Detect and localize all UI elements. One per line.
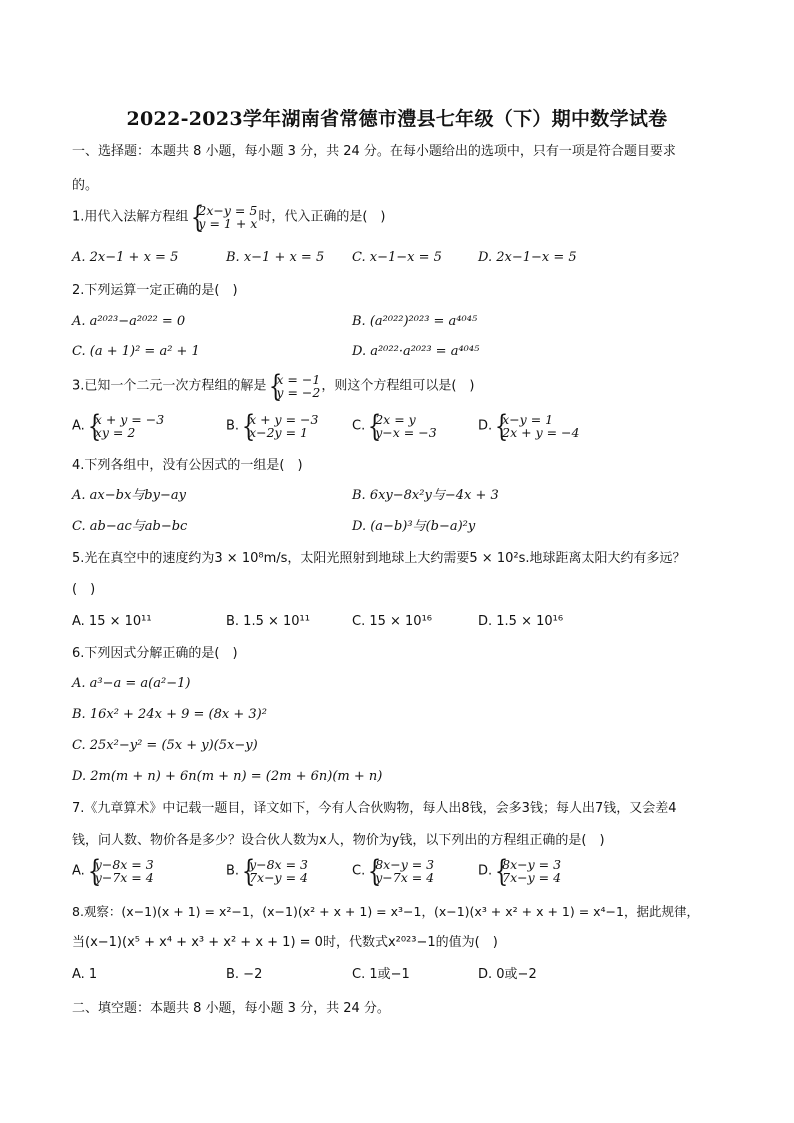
q1-stem [72, 204, 385, 230]
q3-option-b-system [240, 413, 318, 439]
q3-option-a-eq1: { x + y = −3 [94, 412, 165, 427]
q1-system-eq1: { 2x−y = 5 [198, 203, 258, 218]
q3-option-a-system [86, 413, 164, 439]
q3-option-a[interactable] [72, 413, 165, 439]
q7-option-a[interactable] [72, 858, 155, 884]
q8-option-c[interactable]: C. 1或−1 [352, 967, 410, 982]
q3-option-a-eq2: xy = 2 [94, 425, 136, 440]
q6-option-d[interactable]: D. 2m(m + n) + 6n(m + n) = (2m + 6n)(m + n) [72, 769, 383, 784]
q3-option-d[interactable] [478, 413, 581, 439]
q3-option-d-system [493, 413, 579, 439]
q3-option-d-eq1: { x−y = 1 [502, 412, 554, 427]
q3-stem-pre: 3.已知一个二元一次方程组的解是 [72, 378, 267, 394]
q3-option-c-label: C. [352, 418, 366, 434]
q3-option-b-label: B. [226, 418, 240, 434]
q3-option-c-eq2: y−x = −3 [375, 425, 437, 440]
q8-stem-line2: 当(x−1)(x⁵ + x⁴ + x³ + x² + x + 1) = 0时，代数式x²⁰²³−1的值为( ) [72, 935, 498, 950]
q7-option-d-eq2: 7x−y = 4 [502, 870, 562, 885]
section1-header-line1: 一、选择题：本题共 8 小题，每小题 3 分，共 24 分。在每小题给出的选项中，只有一项是符合题目要求 [72, 144, 676, 159]
q7-option-c[interactable] [352, 858, 435, 884]
q3-option-a-label: A. [72, 418, 85, 434]
q1-option-c[interactable]: C. x−1−x = 5 [352, 250, 442, 265]
q3-solution-x: { x = −1 [276, 372, 321, 387]
q7-option-b[interactable] [226, 858, 309, 884]
q1-option-b[interactable]: B. x−1 + x = 5 [226, 250, 325, 265]
q4-option-c[interactable]: C. ab−ac与ab−bc [72, 519, 188, 534]
q3-stem-post: ，则这个方程组可以是( ) [321, 378, 475, 394]
q7-option-a-label: A. [72, 863, 85, 879]
q8-option-a[interactable]: A. 1 [72, 967, 98, 982]
q6-option-b[interactable]: B. 16x² + 24x + 9 = (8x + 3)² [72, 707, 267, 722]
exam-title: 2022-2023学年湖南省常德市澧县七年级（下）期中数学试卷 [126, 108, 668, 130]
section1-header-line2: 的。 [72, 178, 99, 193]
q7-option-c-eq2: y−7x = 4 [375, 870, 435, 885]
q3-option-c[interactable] [352, 413, 438, 439]
q3-option-d-eq2: 2x + y = −4 [502, 425, 580, 440]
q7-option-c-eq1: { 8x−y = 3 [375, 857, 435, 872]
q8-option-b[interactable]: B. −2 [226, 967, 263, 982]
q7-option-a-system [86, 858, 154, 884]
q4-option-a[interactable]: A. ax−bx与by−ay [72, 488, 186, 503]
q5-option-d[interactable]: D. 1.5 × 10¹⁶ [478, 614, 564, 629]
q3-option-c-eq1: { 2x = y [375, 412, 416, 427]
q7-option-d-eq1: { 8x−y = 3 [502, 857, 562, 872]
q4-option-b[interactable]: B. 6xy−8x²y与−4x + 3 [352, 488, 499, 503]
q2-stem: 2.下列运算一定正确的是( ) [72, 283, 238, 298]
q2-option-d[interactable]: D. a²⁰²²·a²⁰²³ = a⁴⁰⁴⁵ [352, 344, 480, 359]
q7-option-a-eq2: y−7x = 4 [94, 870, 154, 885]
q1-system-eq2: y = 1 + x [198, 216, 258, 231]
q5-stem-line1: 5.光在真空中的速度约为3 × 10⁸m/s，太阳光照射到地球上大约需要5 × 10²s.地球距离太阳大约有多远？ [72, 551, 686, 566]
q7-option-a-eq1: { y−8x = 3 [94, 857, 154, 872]
q3-solution-y: y = −2 [276, 385, 321, 400]
q5-stem-line2: ( ) [72, 582, 96, 597]
q7-option-c-system [366, 858, 434, 884]
q7-option-d-system [493, 858, 561, 884]
q3-option-b-eq1: { x + y = −3 [249, 412, 319, 427]
q7-option-b-system [240, 858, 308, 884]
q3-solution-system [267, 373, 320, 399]
q7-option-d[interactable] [478, 858, 562, 884]
q8-stem-line1: 8.观察：(x−1)(x + 1) = x²−1，(x−1)(x² + x + 1) = x³−1，(x−1)(x³ + x² + x + 1) = x⁴−1，据此规律， [72, 904, 699, 919]
q7-option-d-label: D. [478, 863, 493, 879]
q5-option-b[interactable]: B. 1.5 × 10¹¹ [226, 614, 310, 629]
q3-option-b[interactable] [226, 413, 319, 439]
q3-option-b-eq2: x−2y = 1 [249, 425, 308, 440]
q1-stem-post: 时，代入正确的是( ) [258, 209, 386, 225]
q5-option-a[interactable]: A. 15 × 10¹¹ [72, 614, 152, 629]
q2-option-b[interactable]: B. (a²⁰²²)²⁰²³ = a⁴⁰⁴⁵ [352, 314, 478, 329]
q1-option-a[interactable]: A. 2x−1 + x = 5 [72, 250, 179, 265]
q6-option-a[interactable]: A. a³−a = a(a²−1) [72, 676, 191, 691]
q7-option-b-eq2: 7x−y = 4 [249, 870, 308, 885]
q4-stem: 4.下列各组中，没有公因式的一组是( ) [72, 458, 303, 473]
q6-option-c[interactable]: C. 25x²−y² = (5x + y)(5x−y) [72, 738, 258, 753]
q3-option-d-label: D. [478, 418, 493, 434]
q1-stem-pre: 1.用代入法解方程组 [72, 209, 189, 225]
q6-stem: 6.下列因式分解正确的是( ) [72, 646, 238, 661]
section2-header: 二、填空题：本题共 8 小题，每小题 3 分，共 24 分。 [72, 1001, 390, 1016]
q7-option-c-label: C. [352, 863, 366, 879]
q7-option-b-eq1: { y−8x = 3 [249, 857, 308, 872]
q7-stem-line1: 7.《九章算术》中记载一题目，译文如下，今有人合伙购物，每人出8钱，会多3钱；每人出7钱，又会差4 [72, 801, 677, 816]
q5-option-c[interactable]: C. 15 × 10¹⁶ [352, 614, 433, 629]
q7-stem-line2: 钱，问人数、物价各是多少？设合伙人数为x人，物价为y钱，以下列出的方程组正确的是( ) [72, 833, 605, 848]
q1-system [189, 204, 257, 230]
q2-option-c[interactable]: C. (a + 1)² = a² + 1 [72, 344, 200, 359]
q1-option-d[interactable]: D. 2x−1−x = 5 [478, 250, 577, 265]
q2-option-a[interactable]: A. a²⁰²³−a²⁰²² = 0 [72, 314, 186, 329]
q4-option-d[interactable]: D. (a−b)³与(b−a)²y [352, 519, 476, 534]
q7-option-b-label: B. [226, 863, 240, 879]
q3-option-c-system [366, 413, 436, 439]
q8-option-d[interactable]: D. 0或−2 [478, 967, 537, 982]
q3-stem [72, 373, 474, 399]
